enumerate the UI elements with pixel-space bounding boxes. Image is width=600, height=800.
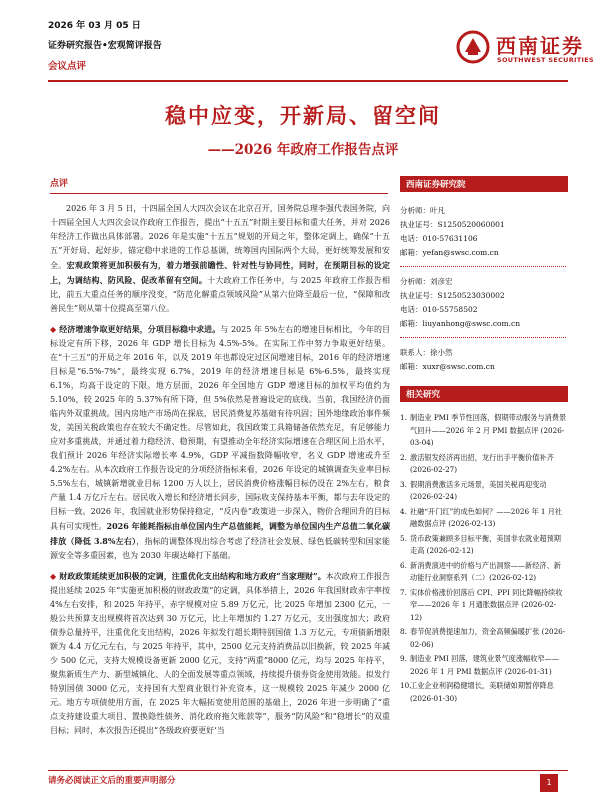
footer-disclaimer: 请务必阅读正文后的重要声明部分 (48, 776, 176, 786)
list-item[interactable] (400, 452, 568, 477)
p3-text-a: 本次政府工作报告提出延续 2025 年“实施更加积极的财政政策”的定调，具体举措上，2026 年我国财政赤字率按 4%左右安排，和 2025 年持平，赤字规模对应 5.89 万亿元，比 2025 年增加 2300 亿元，一般公共预算支出规模将首次达到 30 万亿元，比上年增加约 1.27 万亿元，支出强度加大；政府债券总量持平，注重优化支出结构，2026 年拟发行超长期特别国债 1.3 万亿元，专项债新增限额为 4.4 万亿元左右，与 2025 年持平，其中，2500 亿元支持消费品以旧换新，较 2025 年减少 500 亿元，支持大规模设备更新 2000 亿元，支持“两重”8000 亿元，均与 2025 年持平，聚焦新质生产力、新型城镇化、人的全面发展等重点领域，持续提升债券资金使用效能。拟发行特别国债 3000 亿元，支持国有大型商业银行补充资本，这一规模较 2025 年减少 2000 亿元。地方专项债使用方面，在 2025 年大幅拓宽使用范围的基础上，2026 年进一步明确了“重点支持建设重大项目、置换隐性债务、消化政府拖欠账款等”，服务“防风险”和“稳增长”的双重目标；同时，本次报告还提出“各级政府要更好‘当 (50, 572, 391, 735)
analyst-block-2 (400, 275, 568, 331)
title-block (48, 100, 558, 158)
p1-bold-a: 宏观政策将更加积极有为，着力增强前瞻性、针对性与协同性，同时，在预期目标的设定上，为调结构、防风险、促改革留有空间。 (50, 260, 391, 285)
analyst-email[interactable]: 邮箱：yefan@swsc.com.cn (400, 248, 499, 257)
analyst-block-1 (400, 204, 568, 260)
logo-name-cn: 西南证券 (496, 34, 584, 58)
report-type: 会议点评 (48, 61, 87, 72)
list-item[interactable] (400, 506, 568, 531)
list-item[interactable] (400, 680, 568, 705)
list-item-text: 激活银发经济再出招，龙行出手平衡价值补齐 (2026-02-27) (410, 452, 554, 474)
p1-text-a: 2026 年 3 月 5 日，十四届全国人大四次会议在北京召开，国务院总理李强代表国务院，向十四届全国人大四次会议作政府工作报告，提出“十五五”时期主要目标和重大任务，并对 2026 年经济工作做出具体部署。2026 年是实施“十五五”规划的开局之年，整体定调上，确保“十五五”开好局、起好步，锚定稳中求进的工作总基调，统筹国内国际两个大局，更好统筹发展和安全。 (50, 204, 390, 270)
bullet-icon: ◆ (50, 325, 57, 334)
company-logo (456, 26, 600, 72)
paragraph-intro (50, 202, 390, 316)
list-item-text: 社融“开门红”的成色如何？——2026 年 1 月社融数据点评 (2026-02-13) (410, 506, 563, 528)
analyst-name: 分析师：刘彦宏 (400, 277, 453, 286)
list-item-text: 制造业 PMI 季节性回落，假期带动服务与消费景气回升——2026 年 2 月 PMI 数据点评 (2026-03-04) (410, 413, 567, 447)
list-item[interactable] (400, 560, 568, 585)
header-divider (48, 80, 568, 82)
footer-divider (48, 770, 568, 771)
contact-block (400, 346, 568, 374)
analyst-license: 执业证号：S1250523030002 (400, 291, 505, 300)
list-item[interactable] (400, 587, 568, 625)
analyst-phone: 电话：010-57631106 (400, 234, 478, 243)
analyst-email[interactable]: 邮箱：liuyanhong@swsc.com.cn (400, 319, 521, 328)
list-item-num: 6. (400, 560, 407, 570)
analyst-divider (400, 337, 566, 338)
list-item-num: 8. (400, 627, 407, 636)
analyst-phone: 电话：010-55758502 (400, 305, 478, 314)
list-item[interactable] (400, 533, 568, 558)
analyst-name: 分析师：叶凡 (400, 206, 445, 215)
p1-text-b: 十大政府工作任务中，与 2025 年政府工作报告相比，前五大重点任务的顺序没变，“防范化解重点领域风险”从第六位降至最后一位，“保障和改善民生”则从第十位提高至第八位。 (50, 276, 390, 313)
report-series: 证券研究报告•宏观简评报告 (48, 41, 162, 51)
list-item-text: 实体价格涨价回落后 CPI、PPI 同比降幅持续收窄——2026 年 1 月通胀数据点评 (2026-02-12) (410, 587, 563, 622)
list-item-text: 制造业 PMI 回落，建筑业景气度涨幅收窄——2026 年 1 月 PMI 数据点评 (2026-01-31) (410, 654, 559, 676)
logo-mark-icon (456, 30, 490, 64)
list-item[interactable] (400, 412, 568, 450)
list-item[interactable] (400, 653, 568, 678)
section-label: 点评 (50, 179, 69, 189)
list-item-num: 1. (400, 413, 407, 422)
section-divider (50, 193, 388, 194)
contact-email[interactable]: 邮箱：xuxr@swsc.com.cn (400, 362, 495, 371)
list-item-text: 春节促消费提速加力，资金高频偏暖扩张 (2026-02-06) (410, 627, 566, 649)
sub-title: ——2026 年政府工作报告点评 (207, 142, 399, 158)
body-column (50, 176, 390, 738)
list-item[interactable] (400, 626, 568, 651)
p2-text-a: 与 2025 年 5%左右的增速目标相比，今年的目标设定有所下移，2026 年 GDP 增长目标为 4.5%-5%。在实际工作中努力争取更好结果。在“十三五”的开局之年 2016 年，以及 2019 年也都设定过区间增速目标，2016 年的经济增速目标是“6.5%-7%”，最终实现 6.7%，2019 年的经济增速目标是 6%-6.5%，最终实现 6.1%，均高于设定的下限。地方层面，2026 年全国地方 GDP 增速目标的加权平均值约为 5.10%，较 2025 年的 5.37%有所下降，但 5%依然是普遍设定的底线。当前，我国经济仍面临内外双重挑战。国内房地产市场尚在探底，居民消费复苏基础有待巩固；国外地缘政治事件频发，美国关税政策也存在较大不确定性。尽管如此，我国政策工具箱储备依然充足，有足够能力应对多重挑战，并通过着力稳经济、稳预期，有望推动全年经济实际增速在合理区间上沿水平，我们预计 2026 年经济实际增长率 4.9%，GDP 平减指数降幅收窄，名义 GDP 增速或升至 4.2%左右。从本次政府工作报告设定的分项经济指标来看，2026 年设定的城镇调查失业率目标 5.5%左右，城镇新增就业目标 1200 万人以上，居民消费价格涨幅目标仍设在 2%左右，粮食产量 1.4 万亿斤左右。居民收入增长和经济增长同步，国际收支保持基本平衡，都与去年设定的目标一致。2026 年，我国就业形势保持稳定，“反内卷”政策进一步深入，物价合理回升的目标具有可实现性。 (50, 325, 390, 531)
p2-bold-a: 经济增速争取更好结果，分项目标稳中求进。 (59, 324, 221, 334)
institute-title: 西南证券研究院 (400, 176, 568, 192)
logo-name-en: SOUTHWEST SECURITIES (497, 56, 594, 64)
p2-text-b: ，指标的调整体现出综合考虑了经济社会发展、绿色低碳转型和国家能源安全等多重因素，也为 2030 年碳达峰打下基础。 (50, 537, 390, 560)
list-item-num: 5. (400, 533, 407, 543)
related-research-list (400, 412, 568, 705)
analyst-divider (400, 266, 566, 267)
list-item-text: 工业企业利润稳健增长，美联储如期暂停降息 (2026-01-30) (410, 681, 554, 703)
list-item[interactable] (400, 479, 568, 504)
list-item-text: 货币政策兼顾多目标平衡，美国非农就业超预期走高 (2026-02-12) (410, 533, 561, 555)
p2-bold-b: 2026 年能耗指标由单位国内生产总值能耗，调整为单位国内生产总值二氧化碳排放（降低 3.8%左右） (50, 521, 390, 546)
p3-bold-a: 财政政策延续更加积极的定调，注重优化支出结构和地方政府“当家理财”。 (59, 571, 326, 581)
list-item-num: 3. (400, 479, 407, 489)
report-date: 2026 年 03 月 05 日 (48, 21, 141, 31)
sidebar (400, 176, 568, 707)
paragraph-growth (50, 322, 390, 563)
contact-name: 联系人：徐小然 (400, 348, 453, 357)
bullet-icon: ◆ (50, 572, 57, 581)
list-item-num: 10. (400, 681, 412, 690)
analyst-license: 执业证号：S1250520060001 (400, 220, 505, 229)
main-title: 稳中应变，开新局、留空间 (165, 103, 441, 128)
list-item-num: 2. (400, 452, 407, 462)
list-item-num: 4. (400, 506, 407, 516)
list-item-text: 假期消费激活多元场景，美国关税再迎变动 (2026-02-24) (410, 479, 547, 501)
page-number: 1 (540, 774, 558, 792)
list-item-num: 9. (400, 654, 407, 663)
report-header (48, 18, 594, 98)
list-item-text: 新消费演进中的价格与产出洞察——新经济、新动能行业洞察系列（二）(2026-02-12) (410, 560, 561, 582)
list-item-num: 7. (400, 587, 407, 597)
related-research-title: 相关研究 (400, 386, 568, 402)
paragraph-fiscal (50, 569, 390, 738)
